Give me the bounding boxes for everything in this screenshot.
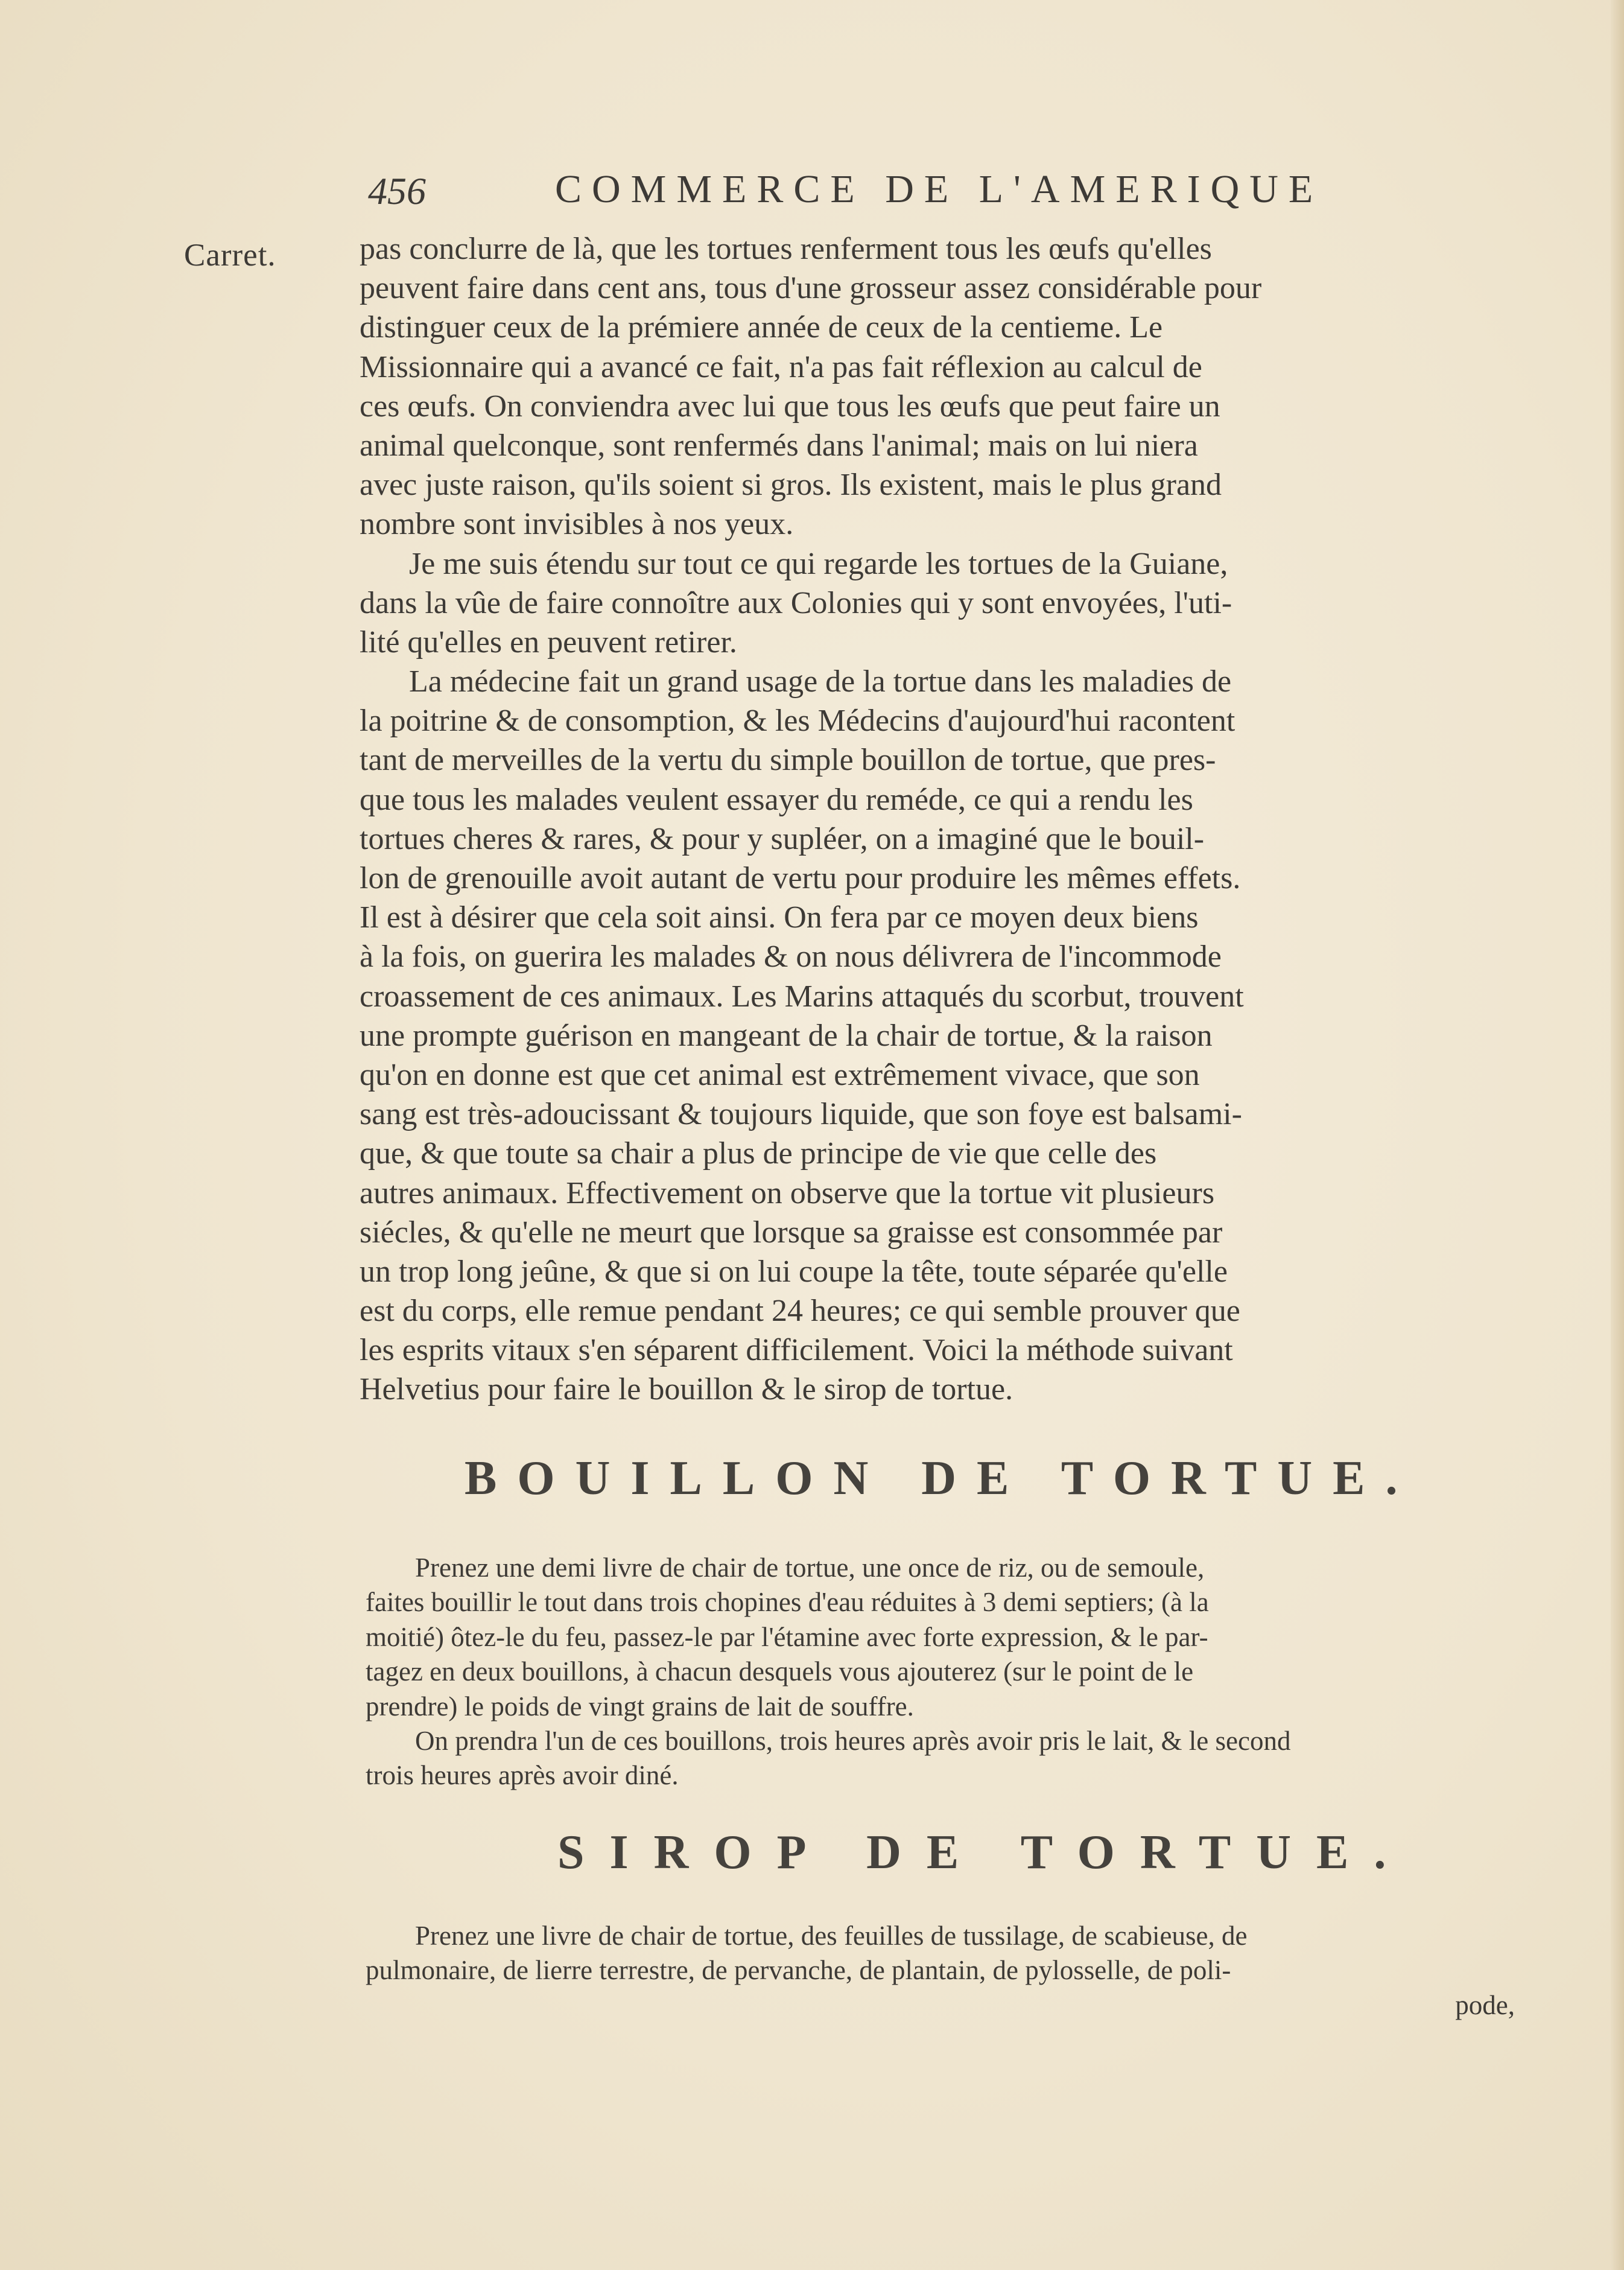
text-line: peuvent faire dans cent ans, tous d'une grosseur assez considérable pour <box>360 271 1262 306</box>
text-line: ces œufs. On conviendra avec lui que tous les œufs que peut faire un <box>360 389 1220 424</box>
text-line: une prompte guérison en mangeant de la chair de tortue, & la raison <box>360 1018 1213 1053</box>
page-header <box>368 163 1363 217</box>
recipe-line: tagez en deux bouillons, à chacun desquels vous ajouterez (sur le point de le <box>366 1656 1194 1687</box>
text-line: Helvetius pour faire le bouillon & le sirop de tortue. <box>360 1372 1013 1407</box>
recipe-sirop <box>366 1919 1515 2023</box>
text-line: distinguer ceux de la prémiere année de ceux de la centieme. Le <box>360 310 1163 345</box>
recipe-bouillon <box>366 1551 1515 1793</box>
page-edge <box>1611 0 1624 2270</box>
text-line: nombre sont invisibles à nos yeux. <box>360 507 794 542</box>
text-line: un trop long jeûne, & que si on lui coupe la tête, toute séparée qu'elle <box>360 1254 1228 1289</box>
text-line: avec juste raison, qu'ils soient si gros. Ils existent, mais le plus grand <box>360 468 1222 503</box>
text-line: lon de grenouille avoit autant de vertu pour produire les mêmes effets. <box>360 861 1241 895</box>
page-number: 456 <box>368 170 426 212</box>
text-line: est du corps, elle remue pendant 24 heures; ce qui semble prouver que <box>360 1294 1240 1329</box>
text-line: croassement de ces animaux. Les Marins attaqués du scorbut, trouvent <box>360 979 1244 1014</box>
text-line: siécles, & qu'elle ne meurt que lorsque sa graisse est consommée par <box>360 1215 1223 1250</box>
text-line: autres animaux. Effectivement on observe que la tortue vit plusieurs <box>360 1175 1215 1210</box>
text-line: lité qu'elles en peuvent retirer. <box>360 625 737 660</box>
margin-note: Carret. <box>184 238 276 273</box>
recipe-line: Prenez une livre de chair de tortue, des feuilles de tussilage, de scabieuse, de <box>415 1921 1248 1951</box>
text-line: dans la vûe de faire connoître aux Colonies qui y sont envoyées, l'uti- <box>360 585 1232 620</box>
recipe-line: On prendra l'un de ces bouillons, trois heures après avoir pris le lait, & le second <box>415 1725 1291 1756</box>
text-line: Il est à désirer que cela soit ainsi. On fera par ce moyen deux biens <box>360 900 1199 935</box>
text-line: à la fois, on guerira les malades & on nous délivrera de l'incommode <box>360 939 1222 974</box>
recipe-line: pulmonaire, de lierre terrestre, de pervanche, de plantain, de pylosselle, de poli- <box>366 1955 1231 1986</box>
text-line: les esprits vitaux s'en séparent difficilement. Voici la méthode suivant <box>360 1333 1233 1368</box>
text-line: pas conclurre de là, que les tortues renferment tous les œufs qu'elles <box>360 232 1212 266</box>
heading-sirop: SIROP DE TORTUE. <box>557 1826 1412 1879</box>
heading-bouillon: BOUILLON DE TORTUE. <box>465 1452 1418 1505</box>
text-line: tortues cheres & rares, & pour y supléer, on a imaginé que le bouil- <box>360 821 1205 856</box>
text-line: la poitrine & de consomption, & les Médecins d'aujourd'hui racontent <box>360 704 1235 739</box>
text-line: sang est très-adoucissant & toujours liquide, que son foye est balsami- <box>360 1097 1242 1132</box>
recipe-line: faites bouillir le tout dans trois chopines d'eau réduites à 3 demi septiers; (à la <box>366 1587 1209 1618</box>
text-line: Je me suis étendu sur tout ce qui regarde les tortues de la Guiane, <box>409 546 1228 581</box>
recipe-line: prendre) le poids de vingt grains de lait de souffre. <box>366 1691 914 1722</box>
text-line: tant de merveilles de la vertu du simple bouillon de tortue, que pres- <box>360 743 1216 778</box>
text-line: que tous les malades veulent essayer du reméde, ce qui a rendu les <box>360 782 1193 817</box>
text-line: animal quelconque, sont renfermés dans l'animal; mais on lui niera <box>360 428 1198 463</box>
body-text <box>360 229 1512 1410</box>
recipe-line: Prenez une demi livre de chair de tortue, une once de riz, ou de semoule, <box>415 1553 1205 1583</box>
recipe-line: trois heures après avoir diné. <box>366 1760 679 1791</box>
text-line: qu'on en donne est que cet animal est extrêmement vivace, que son <box>360 1057 1200 1092</box>
text-line: Missionnaire qui a avancé ce fait, n'a pas fait réflexion au calcul de <box>360 349 1202 384</box>
recipe-line: pode, <box>1455 1989 1515 2020</box>
recipe-line: moitié) ôtez-le du feu, passez-le par l'étamine avec forte expression, & le par- <box>366 1621 1208 1652</box>
text-line: La médecine fait un grand usage de la tortue dans les maladies de <box>409 664 1232 699</box>
text-line: que, & que toute sa chair a plus de principe de vie que celle des <box>360 1136 1157 1171</box>
running-head: COMMERCE DE L'AMERIQUE <box>555 167 1324 211</box>
